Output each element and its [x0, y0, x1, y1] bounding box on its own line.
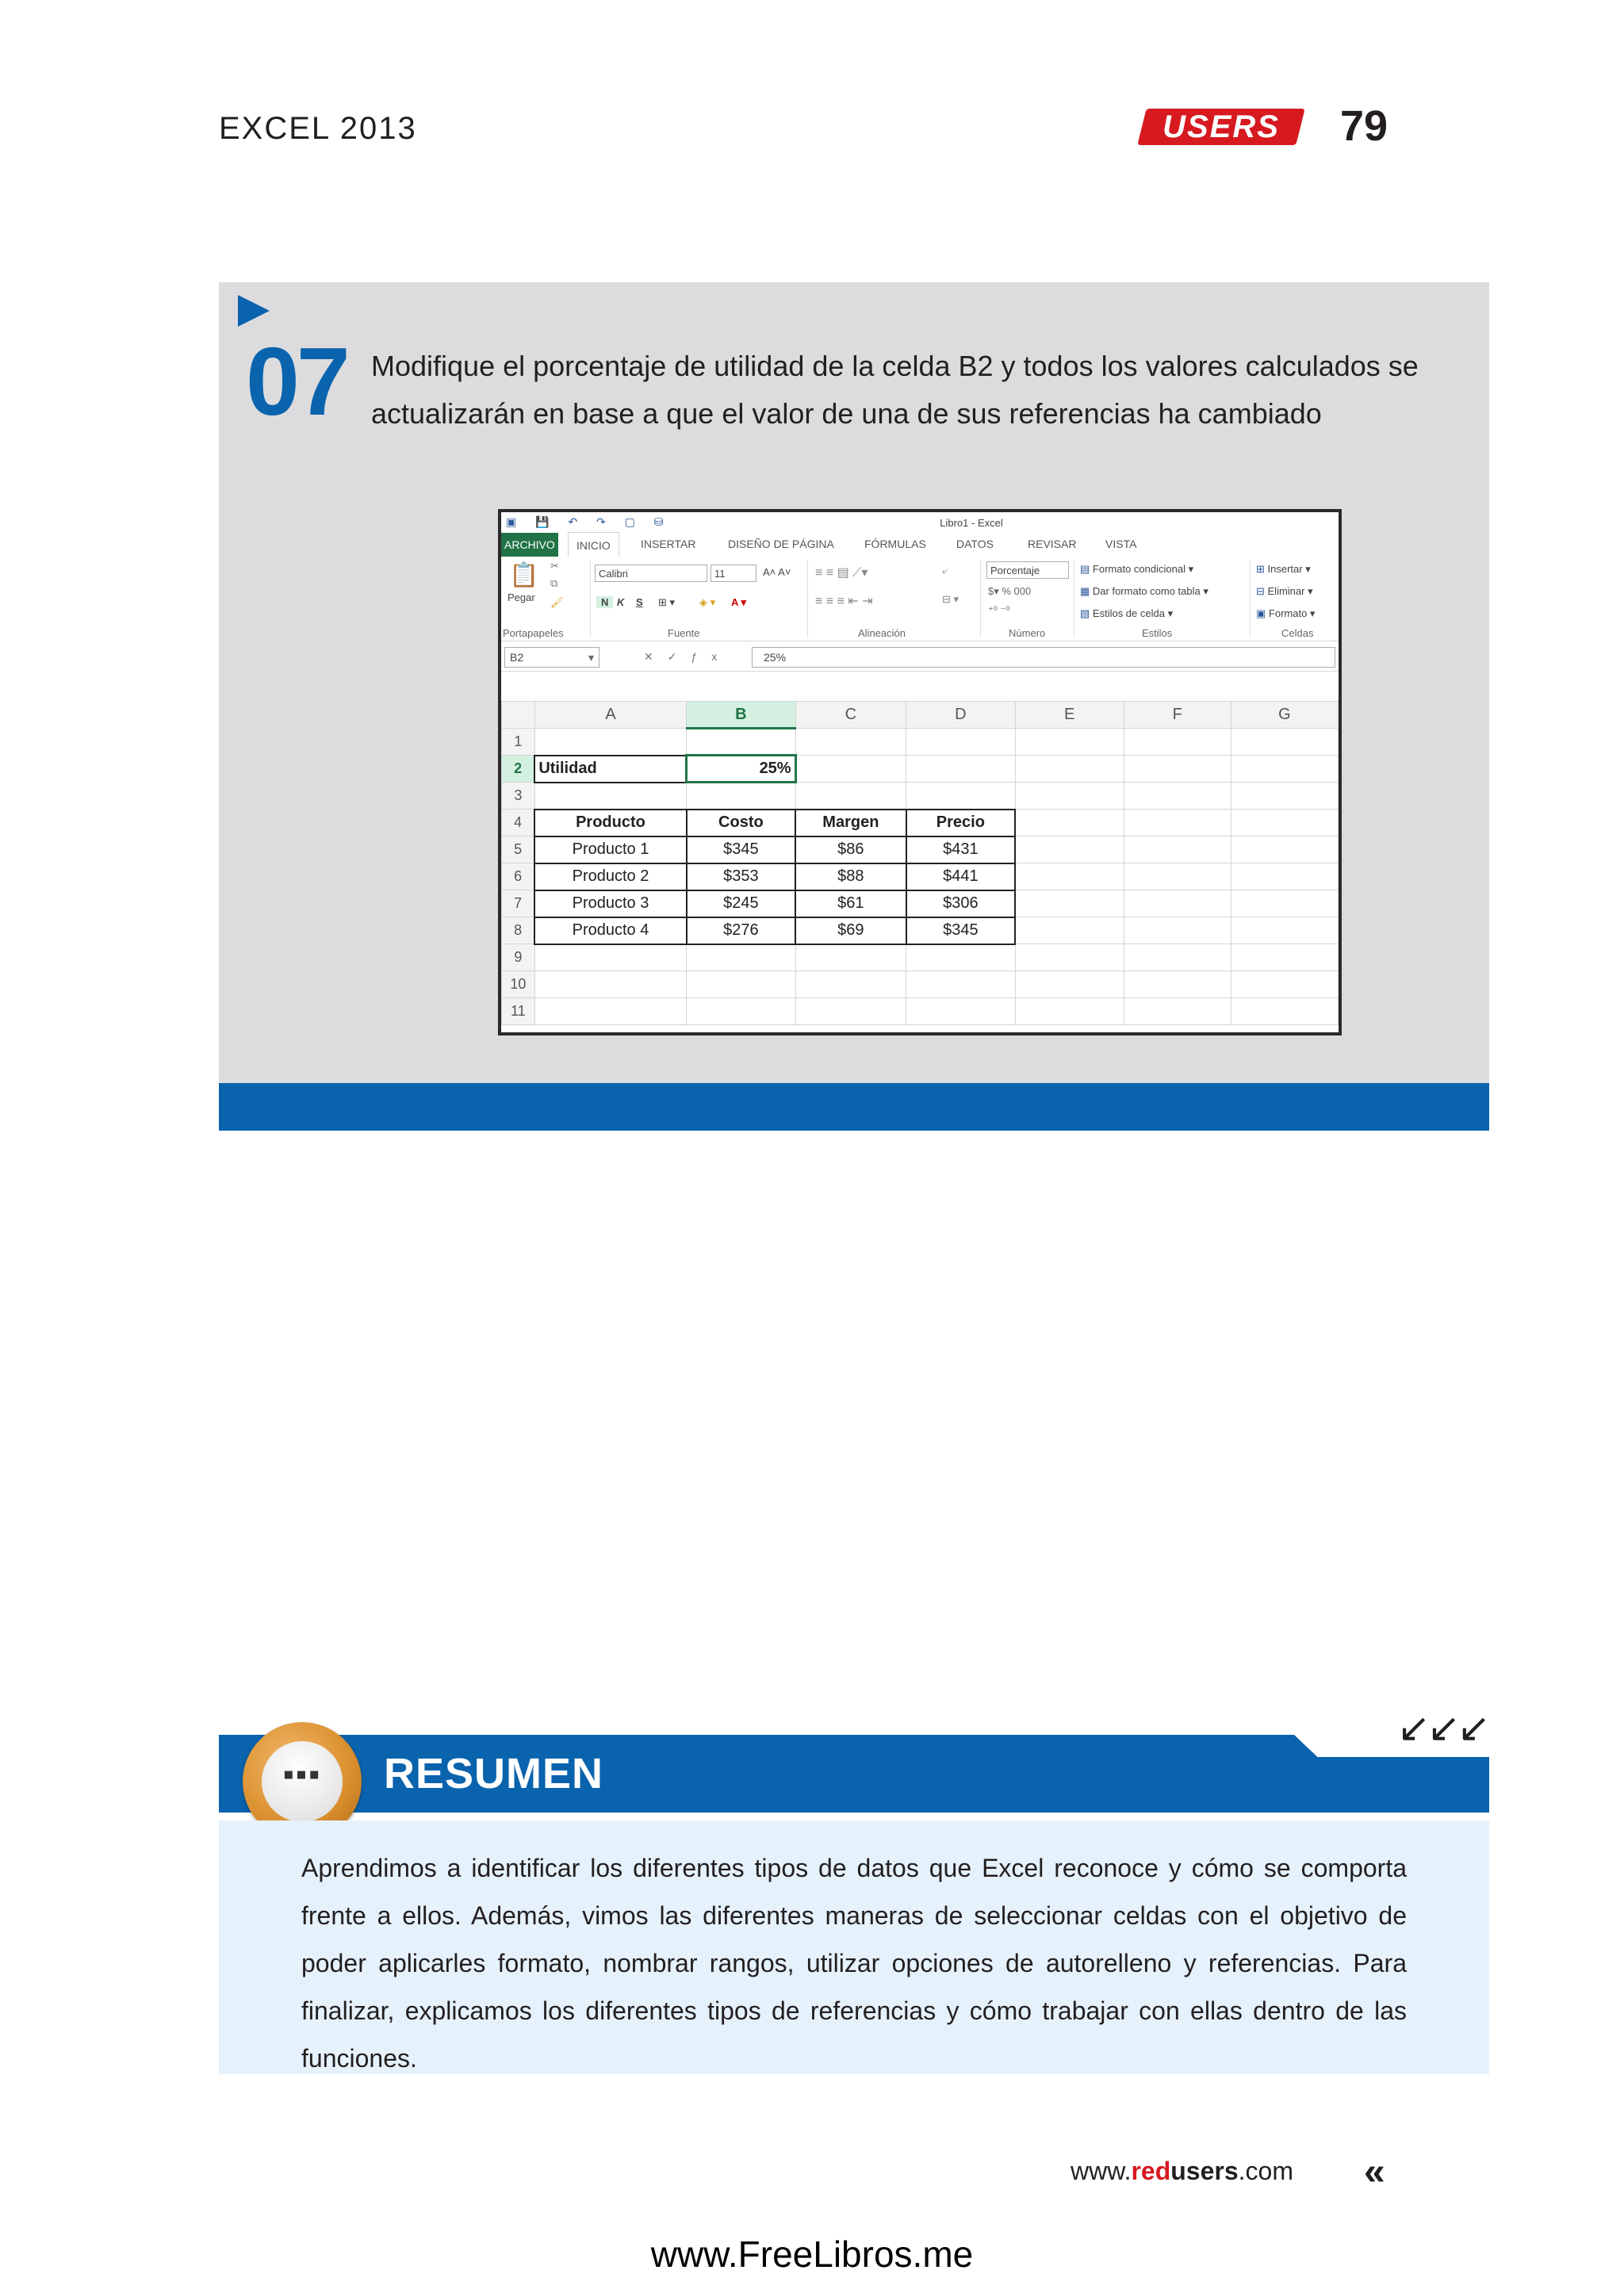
cell[interactable]: $245 [687, 890, 795, 917]
cell[interactable] [795, 783, 906, 810]
cell[interactable]: Producto 3 [534, 890, 686, 917]
step-panel-bar [219, 1083, 1489, 1131]
cell[interactable] [1124, 863, 1231, 890]
group-label-alineacion: Alineación [858, 627, 906, 639]
cut-icon[interactable]: ✂ [550, 560, 559, 572]
footer-url-users: users [1170, 2157, 1239, 2185]
row-header[interactable]: 6 [502, 863, 535, 890]
column-header-c[interactable]: C [795, 702, 906, 729]
cell[interactable] [1124, 756, 1231, 783]
borders-icon[interactable]: ⊞ ▾ [658, 596, 676, 608]
paste-icon[interactable]: 📋 [509, 562, 539, 588]
tab-vista[interactable]: VISTA [1105, 538, 1137, 550]
table-row [502, 783, 1339, 810]
conditional-format-label: Formato condicional [1092, 563, 1185, 575]
users-logo-text: USERS [1162, 109, 1280, 144]
cell[interactable] [1015, 998, 1124, 1025]
number-format-icons[interactable]: $▾ % 000 [988, 585, 1032, 597]
copy-icon[interactable]: ⧉ [550, 577, 558, 589]
cell[interactable] [1124, 944, 1231, 971]
cell[interactable] [1231, 836, 1338, 863]
book-title: EXCEL 2013 [219, 111, 417, 146]
row-header[interactable]: 1 [502, 729, 535, 756]
play-arrow-icon [238, 295, 270, 327]
step-description: Modifique el porcentaje de utilidad de la celda B2 y todos los valores calculados se actualizarán en base a que el valor de una de sus referencias ha cambiado [371, 350, 1419, 430]
cell[interactable] [906, 756, 1015, 783]
cell[interactable]: $276 [687, 917, 795, 944]
header-cell[interactable]: Precio [906, 810, 1015, 836]
name-box[interactable]: B2 ▾ [504, 647, 599, 668]
cell[interactable]: $88 [795, 863, 906, 890]
cell-utilidad-label[interactable]: Utilidad [534, 756, 686, 783]
font-grow-shrink-icons[interactable]: A˄ A˅ [763, 566, 791, 578]
tab-insertar[interactable]: INSERTAR [641, 538, 696, 550]
paste-button-label[interactable]: Pegar [508, 591, 535, 603]
merge-cells-icon[interactable]: ⊟ ▾ [942, 593, 959, 605]
cell[interactable] [534, 971, 686, 998]
tab-datos[interactable]: DATOS [956, 538, 994, 550]
format-cells-label: Formato [1268, 607, 1308, 619]
insert-cells-label: Insertar [1267, 563, 1303, 575]
cell[interactable] [1231, 917, 1338, 944]
footer-url-suffix: .com [1238, 2157, 1293, 2185]
row-header[interactable]: 10 [502, 971, 535, 998]
cell[interactable] [1124, 971, 1231, 998]
cell[interactable] [1015, 756, 1124, 783]
cell[interactable] [1015, 863, 1124, 890]
column-header-g[interactable]: G [1231, 702, 1338, 729]
cell[interactable]: Producto 4 [534, 917, 686, 944]
cell[interactable] [1124, 998, 1231, 1025]
cell[interactable] [687, 729, 795, 756]
insert-cells-button[interactable]: ⊞ Insertar ▾ [1256, 563, 1311, 575]
double-chevron-left-icon: « [1364, 2151, 1385, 2193]
cell[interactable] [795, 729, 906, 756]
tab-archivo[interactable]: ARCHIVO [501, 533, 558, 557]
group-label-fuente: Fuente [668, 627, 700, 639]
excel-window-screenshot [498, 509, 1342, 1035]
tab-formulas[interactable]: FÓRMULAS [864, 538, 926, 550]
column-header-f[interactable]: F [1124, 702, 1231, 729]
cell-styles-button[interactable]: ▧ Estilos de celda ▾ [1080, 607, 1174, 619]
ribbon-tabs [501, 533, 1339, 557]
formula-input[interactable]: 25% [752, 647, 1335, 668]
cell[interactable] [1231, 971, 1338, 998]
row-header[interactable]: 5 [502, 836, 535, 863]
formula-bar [501, 644, 1339, 672]
header-cell[interactable]: Margen [795, 810, 906, 836]
cell[interactable] [1231, 944, 1338, 971]
cell[interactable] [534, 729, 686, 756]
cell[interactable] [1015, 917, 1124, 944]
cell[interactable] [795, 944, 906, 971]
row-header[interactable]: 8 [502, 917, 535, 944]
cell[interactable] [795, 971, 906, 998]
quick-access-toolbar [501, 512, 1339, 533]
cell[interactable] [906, 783, 1015, 810]
tab-inicio[interactable]: INICIO [568, 532, 619, 558]
column-header-b[interactable]: B [687, 702, 795, 729]
footer-url-prefix: www. [1071, 2157, 1132, 2185]
cell[interactable] [1231, 890, 1338, 917]
cell[interactable] [1015, 890, 1124, 917]
cell[interactable] [1124, 729, 1231, 756]
cell[interactable] [906, 998, 1015, 1025]
group-label-portapapeles: Portapapeles [503, 627, 564, 639]
conditional-format-button[interactable]: ▤ Formato condicional ▾ [1080, 563, 1194, 575]
column-header-d[interactable]: D [906, 702, 1015, 729]
cell[interactable] [906, 729, 1015, 756]
window-title: Libro1 - Excel [940, 517, 1003, 529]
cell[interactable]: $306 [906, 890, 1015, 917]
table-row [502, 729, 1339, 756]
table-row [502, 863, 1339, 890]
group-label-celdas: Celdas [1281, 627, 1314, 639]
watermark-url: www.FreeLibros.me [650, 2234, 974, 2275]
cell[interactable] [1015, 810, 1124, 836]
spreadsheet-grid [501, 701, 1339, 1025]
group-label-numero: Número [1009, 627, 1046, 639]
cell[interactable] [534, 998, 686, 1025]
column-headers [502, 702, 1339, 729]
cell[interactable]: Producto 2 [534, 863, 686, 890]
row-header[interactable]: 7 [502, 890, 535, 917]
cell[interactable]: $431 [906, 836, 1015, 863]
cell[interactable]: $345 [906, 917, 1015, 944]
cell[interactable] [687, 971, 795, 998]
format-painter-icon[interactable]: 🖌 [550, 596, 564, 608]
font-size-select[interactable]: 11 [710, 565, 756, 582]
fill-color-icon[interactable]: ◈ ▾ [699, 596, 716, 608]
table-row [502, 944, 1339, 971]
resumen-badge-icon: ▪▪▪ [243, 1722, 362, 1841]
quick-access-icons: ▣ 💾 ↶ ↷ ▢ ⛁ [506, 515, 672, 528]
header-cell[interactable]: Costo [687, 810, 795, 836]
cell[interactable] [1231, 863, 1338, 890]
cell[interactable] [1015, 971, 1124, 998]
cell[interactable]: $441 [906, 863, 1015, 890]
cell[interactable] [1015, 729, 1124, 756]
cell[interactable] [1231, 783, 1338, 810]
corner-arrows-icon: ↙↙↙ [1397, 1705, 1488, 1750]
cell[interactable]: Producto 1 [534, 836, 686, 863]
row-header[interactable]: 11 [502, 998, 535, 1025]
font-name-select[interactable]: Calibri [595, 565, 707, 582]
cell[interactable] [534, 944, 686, 971]
decimal-icons[interactable]: ⁺⁰ ⁻⁰ [988, 604, 1010, 616]
tab-diseno-pagina[interactable]: DISEÑO DE PÁGINA [728, 538, 834, 550]
cell[interactable] [1124, 836, 1231, 863]
select-all-corner[interactable] [502, 702, 535, 729]
table-row [502, 917, 1339, 944]
cell[interactable] [534, 783, 686, 810]
cell[interactable] [795, 998, 906, 1025]
cell[interactable]: $86 [795, 836, 906, 863]
row-header[interactable]: 9 [502, 944, 535, 971]
cell[interactable] [687, 998, 795, 1025]
vertical-align-icons[interactable]: ≡ ≡ ▤ ⟋▾ [815, 566, 868, 580]
resumen-text: Aprendimos a identificar los diferentes tipos de datos que Excel reconoce y cómo se comporta frente a ellos. Además, vimos las diferentes maneras de seleccionar celdas con el objetivo de poder aplicarles formato, nombrar rangos, utilizar opciones de autorelleno y referencias. Para finalizar, explicamos los diferentes tipos de referencias y cómo trabajar con ellas dentro de las funciones. [301, 1854, 1407, 2073]
cell[interactable]: $61 [795, 890, 906, 917]
cell-utilidad-value[interactable]: 25% [687, 756, 795, 783]
table-row [502, 971, 1339, 998]
format-cells-button[interactable]: ▣ Formato ▾ [1256, 607, 1316, 619]
cell[interactable] [1231, 998, 1338, 1025]
cell[interactable] [795, 756, 906, 783]
table-header-row [502, 810, 1339, 836]
users-logo [1137, 109, 1304, 145]
footer-url-red: red [1131, 2157, 1171, 2185]
cell[interactable] [1124, 917, 1231, 944]
cell[interactable] [687, 783, 795, 810]
table-row [502, 890, 1339, 917]
cell[interactable] [906, 944, 1015, 971]
formula-icons[interactable]: ✕✓ƒx [644, 650, 732, 663]
cell[interactable] [1124, 890, 1231, 917]
table-row [502, 836, 1339, 863]
resumen-title: RESUMEN [384, 1750, 604, 1797]
horizontal-align-icons[interactable]: ≡ ≡ ≡ ⇤ ⇥ [815, 595, 873, 608]
cell[interactable]: $69 [795, 917, 906, 944]
table-row [502, 998, 1339, 1025]
row-header[interactable]: 2 [502, 756, 535, 783]
cell[interactable] [1015, 836, 1124, 863]
bold-button[interactable]: N [596, 596, 613, 608]
page-number: 79 [1340, 102, 1388, 150]
delete-cells-button[interactable]: ⊟ Eliminar ▾ [1256, 585, 1313, 597]
delete-cells-label: Eliminar [1267, 585, 1305, 597]
cell[interactable] [1231, 729, 1338, 756]
cell[interactable]: $353 [687, 863, 795, 890]
number-format-select[interactable]: Porcentaje [986, 561, 1069, 579]
cell[interactable] [1231, 756, 1338, 783]
group-label-estilos: Estilos [1142, 627, 1173, 639]
step-number: 07 [246, 327, 347, 435]
cell[interactable] [687, 944, 795, 971]
cell[interactable] [906, 971, 1015, 998]
cell-styles-label: Estilos de celda [1092, 607, 1165, 619]
wrap-text-icon[interactable]: ⤶ [942, 565, 948, 576]
cell[interactable] [1015, 783, 1124, 810]
header-cell[interactable]: Producto [534, 810, 686, 836]
tab-revisar[interactable]: REVISAR [1028, 538, 1077, 550]
format-as-table-label: Dar formato como tabla [1092, 585, 1201, 597]
row-header[interactable]: 4 [502, 810, 535, 836]
row-header[interactable]: 3 [502, 783, 535, 810]
table-row [502, 756, 1339, 783]
ribbon [501, 557, 1339, 641]
italic-button[interactable]: K [617, 596, 625, 608]
cell[interactable] [1124, 783, 1231, 810]
cell[interactable]: $345 [687, 836, 795, 863]
name-box-value: B2 [510, 651, 524, 664]
font-color-icon[interactable]: A ▾ [731, 596, 747, 608]
cell[interactable] [1015, 944, 1124, 971]
column-header-a[interactable]: A [534, 702, 686, 729]
footer-url[interactable] [1071, 2157, 1293, 2186]
cell[interactable] [1231, 810, 1338, 836]
cell[interactable] [1124, 810, 1231, 836]
underline-button[interactable]: S [636, 596, 643, 608]
column-header-e[interactable]: E [1015, 702, 1124, 729]
format-as-table-button[interactable]: ▦ Dar formato como tabla ▾ [1080, 585, 1208, 597]
